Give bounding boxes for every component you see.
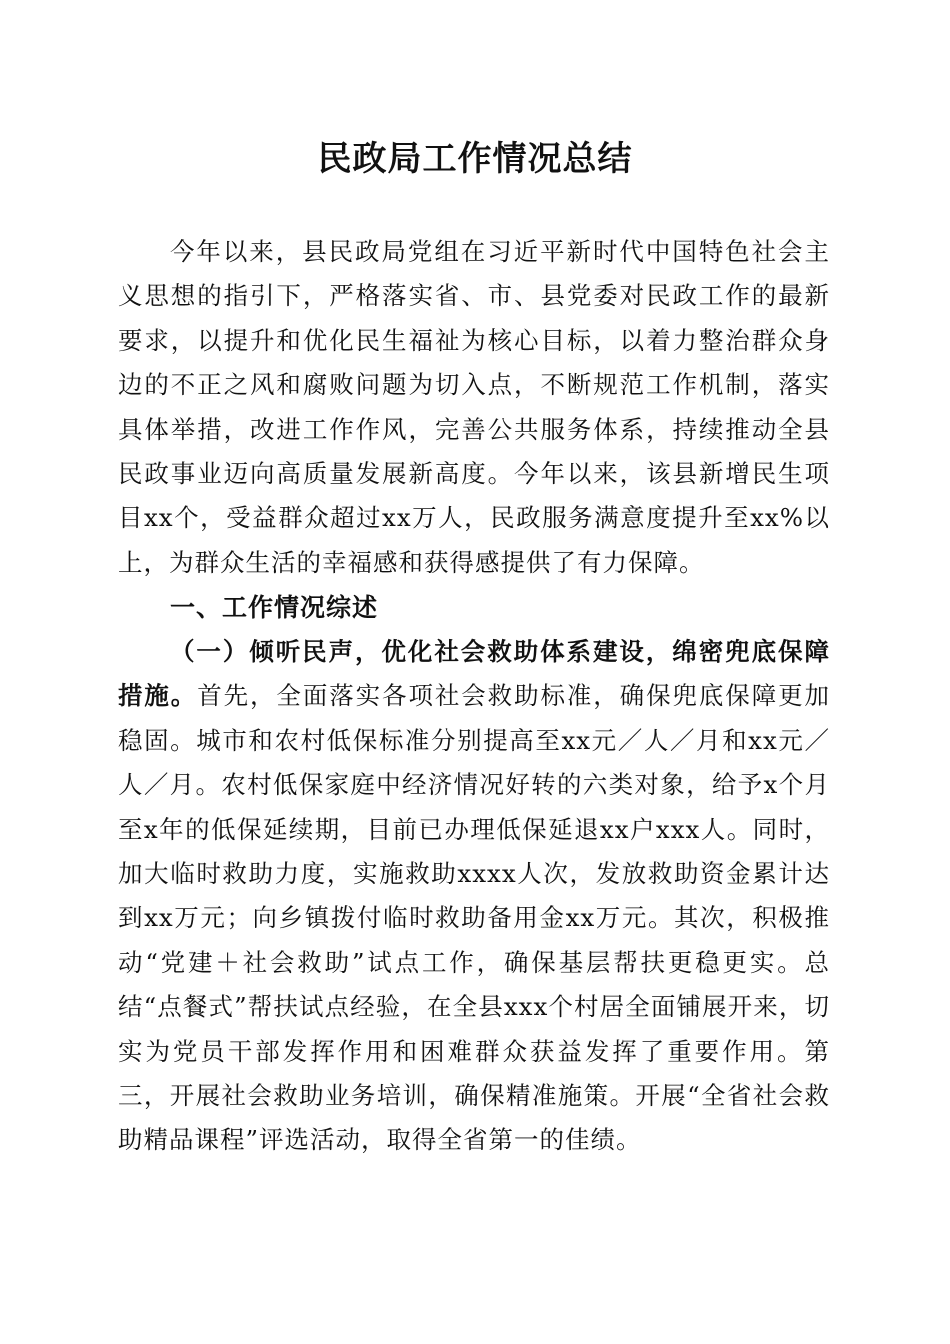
subsection-paragraph bbox=[118, 630, 830, 1163]
subsection-body: 首先，全面落实各项社会救助标准，确保兜底保障更加稳固。城市和农村低保标准分别提高至xx元／人／月和xx元／人／月。农村低保家庭中经济情况好转的六类对象，给予x个月至x年的低保延续期，目前已办理低保延退xx户xxx人。同时，加大临时救助力度，实施救助xxxx人次，发放救助资金累计达到xx万元；向乡镇拨付临时救助备用金xx万元。其次，积极推动“党建＋社会救助”试点工作，确保基层帮扶更稳更实。总结“点餐式”帮扶试点经验，在全县xxx个村居全面铺展开来，切实为党员干部发挥作用和困难群众获益发挥了重要作用。第三，开展社会救助业务培训，确保精准施策。开展“全省社会救助精品课程”评选活动，取得全省第一的佳绩。 bbox=[118, 681, 831, 1155]
subsection-lead: （一）倾听民声，优化社会救助体系建设，绵密兜底保障措施。 bbox=[118, 637, 830, 711]
document-title: 民政局工作情况总结 bbox=[317, 139, 633, 179]
intro-paragraph: 今年以来，县民政局党组在习近平新时代中国特色社会主义思想的指引下，严格落实省、市、县党委对民政工作的最新要求，以提升和优化民生福祉为核心目标，以着力整治群众身边的不正之风和腐败问题为切入点，不断规范工作机制，落实具体举措，改进工作作风，完善公共服务体系，持续推动全县民政事业迈向高质量发展新高度。今年以来，该县新增民生项目xx个，受益群众超过xx万人，民政服务满意度提升至xx%以上，为群众生活的幸福感和获得感提供了有力保障。 bbox=[118, 237, 830, 577]
section-heading: 一、工作情况综述 bbox=[170, 593, 379, 622]
